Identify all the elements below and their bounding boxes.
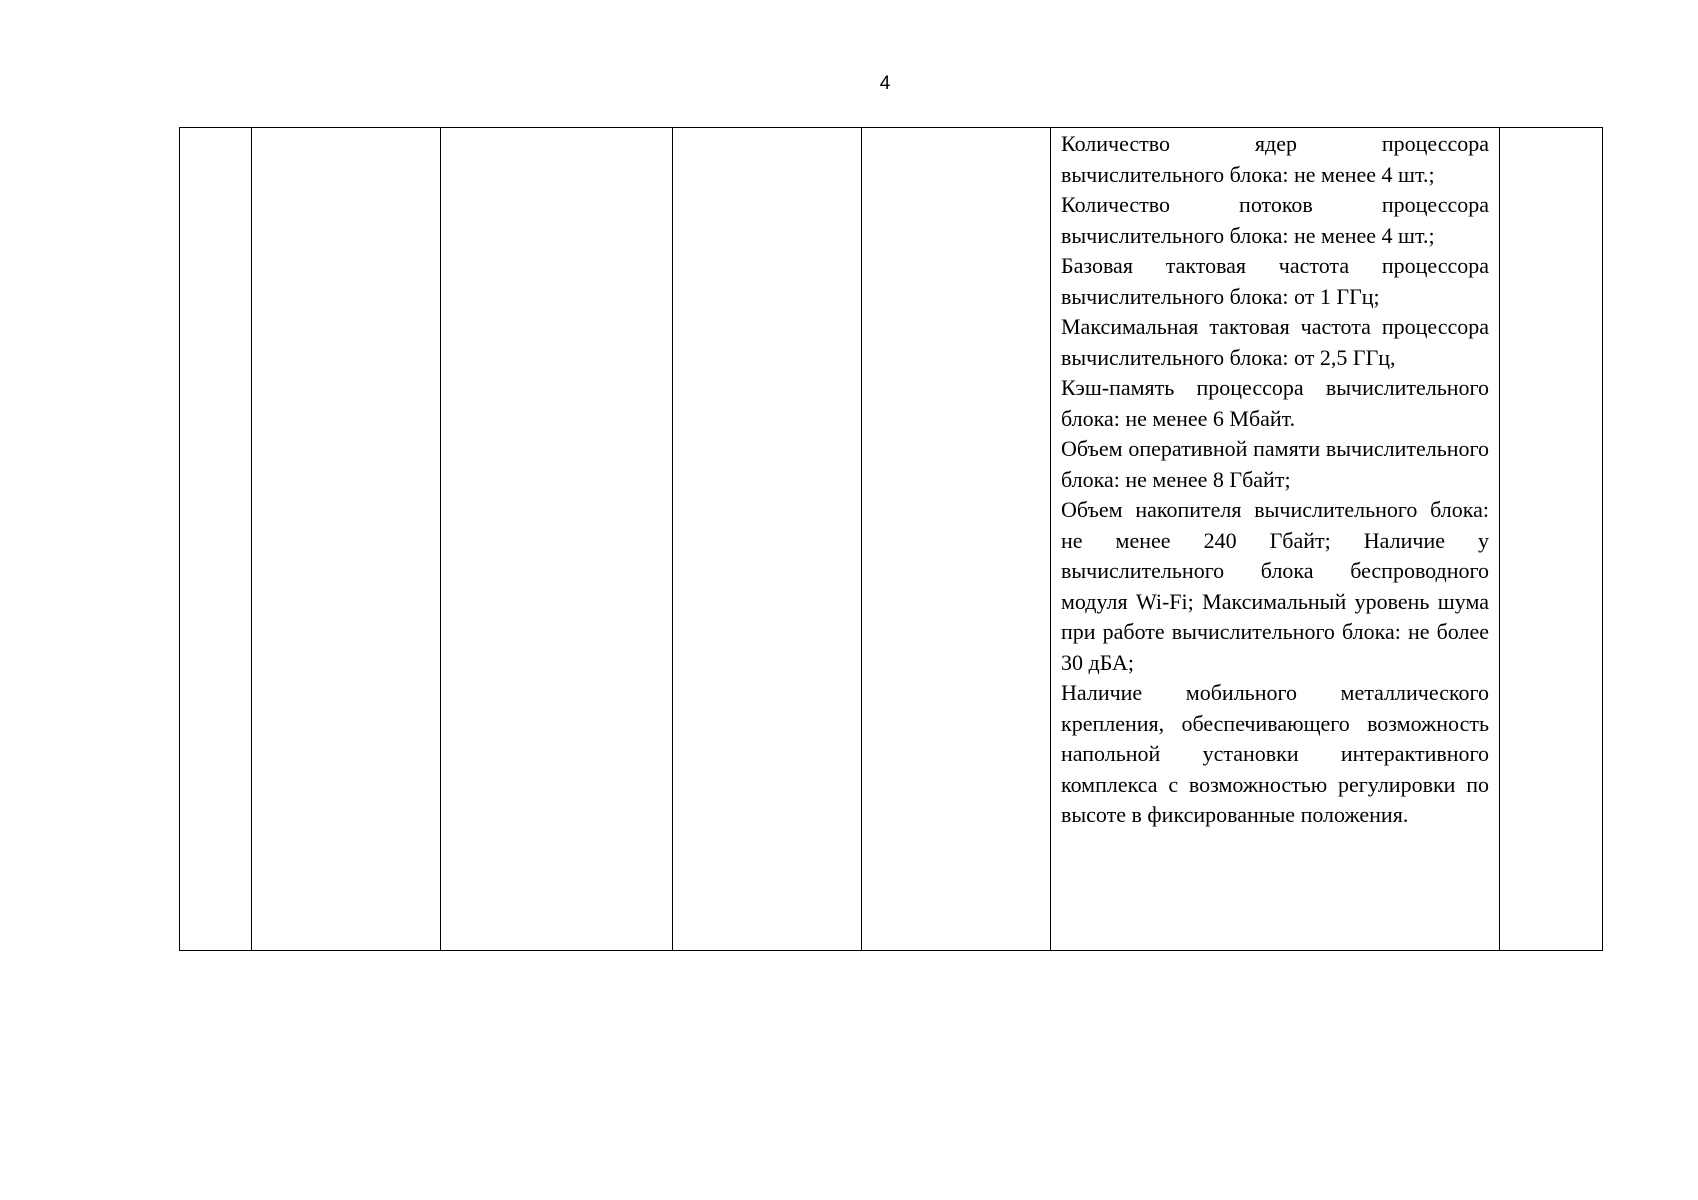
empty-cell-3 bbox=[441, 128, 673, 951]
page-number: 4 bbox=[879, 73, 891, 94]
spec-cell bbox=[1051, 128, 1500, 951]
spec-table bbox=[179, 127, 1603, 951]
empty-cell-2 bbox=[252, 128, 441, 951]
spec-paragraph: Объем оперативной памяти вычислительного блока: не менее 8 Гбайт; bbox=[1061, 436, 1489, 492]
spec-paragraph: Кэш-память процессора вычислительного блока: не менее 6 Мбайт. bbox=[1061, 375, 1489, 431]
empty-cell-4 bbox=[673, 128, 862, 951]
empty-cell-5 bbox=[862, 128, 1051, 951]
spec-paragraph: Максимальная тактовая частота процессора вычислительного блока: от 2,5 ГГц, bbox=[1061, 314, 1489, 370]
spec-paragraph: Наличие мобильного металлического крепления, обеспечивающего возможность напольной установки интерактивного комплекса с возможностью регулировки по высоте в фиксированные положения. bbox=[1061, 680, 1489, 827]
empty-cell-number bbox=[180, 128, 252, 951]
spec-text-block bbox=[1051, 128, 1499, 831]
empty-cell-7 bbox=[1500, 128, 1603, 951]
spec-paragraph: Базовая тактовая частота процессора вычислительного блока: от 1 ГГц; bbox=[1061, 253, 1489, 309]
spec-paragraph: Объем накопителя вычислительного блока: не менее 240 Гбайт; Наличие у вычислительного блока беспроводного модуля Wi-Fi; Максимальный уровень шума при работе вычислительного блока: не более 30 дБА; bbox=[1061, 497, 1489, 675]
spec-paragraph: Количество ядер процессора вычислительного блока: не менее 4 шт.; bbox=[1061, 131, 1489, 187]
spec-paragraph: Количество потоков процессора вычислительного блока: не менее 4 шт.; bbox=[1061, 192, 1489, 248]
table-row bbox=[180, 128, 1603, 951]
